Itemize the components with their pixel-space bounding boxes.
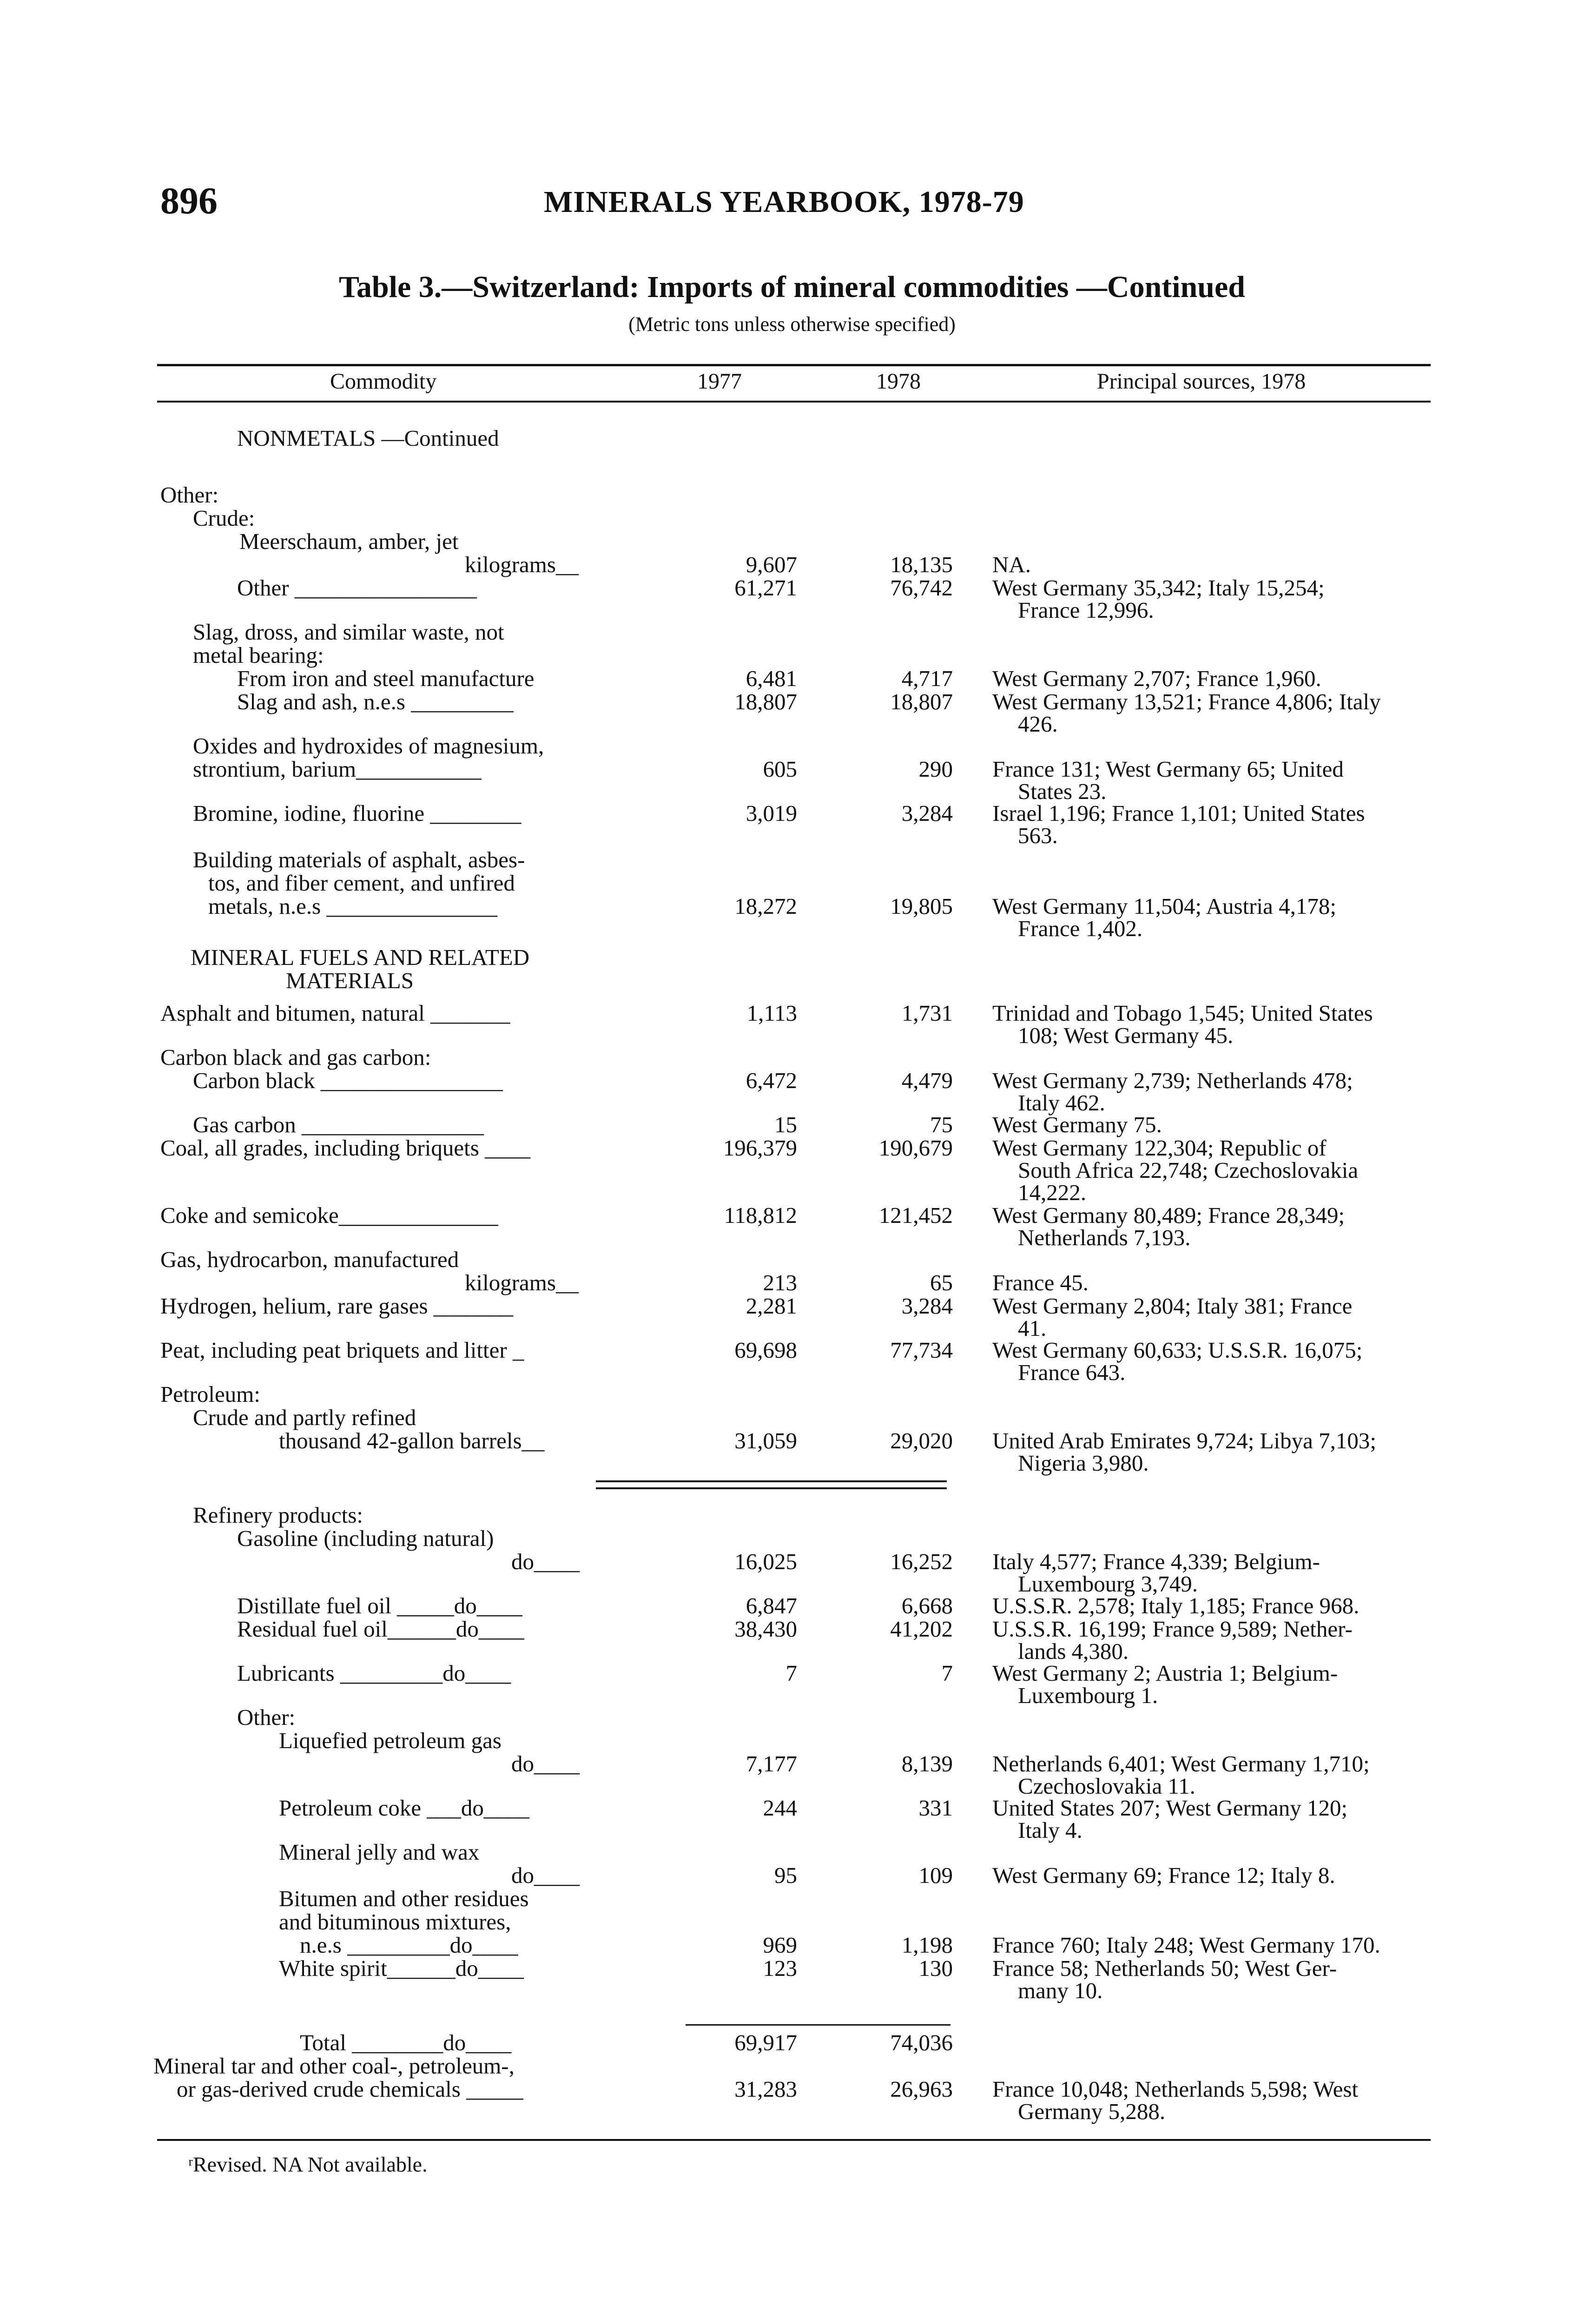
value-1978: 1,198 [901,1932,953,1958]
value-1978: 3,284 [901,800,953,826]
principal-sources: France 643. [1018,1360,1126,1385]
column-header-commodity: Commodity [330,369,437,394]
commodity-label: Peat, including peat briquets and litter _ [160,1337,524,1363]
commodity-label: Asphalt and bitumen, natural _______ [160,1000,510,1026]
principal-sources: West Germany 11,504; Austria 4,178; [992,893,1337,919]
commodity-label: kilograms__ [465,552,579,577]
principal-sources: Netherlands 6,401; West Germany 1,710; [992,1751,1370,1776]
commodity-label: Slag and ash, n.e.s _________ [237,689,514,714]
value-1978: 290 [918,756,953,782]
principal-sources: U.S.S.R. 2,578; Italy 1,185; France 968. [992,1593,1360,1618]
value-1977: 213 [763,1270,797,1295]
page-number: 896 [160,179,218,222]
value-1978: 1,731 [901,1000,953,1026]
value-1977: 31,283 [734,2076,797,2102]
column-header-1977: 1977 [697,369,742,394]
principal-sources: West Germany 75. [992,1112,1162,1137]
commodity-label: do____ [511,1549,580,1574]
value-1977: 605 [763,756,797,782]
value-1978: 77,734 [890,1337,953,1363]
value-1978: 41,202 [890,1616,953,1642]
footnote: ʳRevised. NA Not available. [188,2152,428,2176]
principal-sources: Italy 4. [1018,1817,1082,1843]
principal-sources: Czechoslovakia 11. [1018,1773,1195,1799]
principal-sources: West Germany 122,304; Republic of [992,1135,1327,1161]
value-1977: 2,281 [746,1293,797,1319]
principal-sources: West Germany 60,633; U.S.S.R. 16,075; [992,1337,1363,1363]
principal-sources: United Arab Emirates 9,724; Libya 7,103; [992,1428,1377,1453]
commodity-label: or gas-derived crude chemicals _____ [177,2076,523,2102]
principal-sources: Netherlands 7,193. [1018,1225,1191,1250]
commodity-label: Crude: [193,505,255,531]
value-1978: 18,135 [890,552,953,577]
principal-sources: 108; West Germany 45. [1018,1023,1234,1048]
principal-sources: Nigeria 3,980. [1018,1450,1149,1476]
principal-sources: West Germany 2,739; Netherlands 478; [992,1068,1353,1093]
value-1977: 9,607 [746,552,797,577]
value-1977: 7 [785,1660,797,1686]
commodity-label: Liquefied petroleum gas [279,1728,502,1753]
value-1978: 6,668 [901,1593,953,1618]
principal-sources: France 45. [992,1270,1089,1295]
value-1978: 331 [918,1795,953,1821]
principal-sources: West Germany 69; France 12; Italy 8. [992,1862,1335,1888]
principal-sources: Israel 1,196; France 1,101; United States [992,800,1365,826]
value-1978: 3,284 [901,1293,953,1319]
value-1977: 38,430 [734,1616,797,1642]
value-1978: 26,963 [890,2076,953,2102]
table-end-rule [157,2139,1431,2141]
value-1978: 190,679 [878,1135,953,1161]
commodity-label: Coke and semicoke______________ [160,1202,498,1228]
commodity-label: Hydrogen, helium, rare gases _______ [160,1293,514,1319]
value-1977: 69,917 [734,2030,797,2055]
value-1977: 123 [763,1955,797,1981]
value-1978: 29,020 [890,1428,953,1453]
value-1978: 16,252 [890,1549,953,1574]
column-header-sources: Principal sources, 1978 [1097,369,1306,394]
commodity-label: Total ________do____ [300,2030,512,2055]
principal-sources: West Germany 13,521; France 4,806; Italy [992,689,1381,714]
commodity-label: Carbon black and gas carbon: [160,1044,431,1070]
commodity-label: Building materials of asphalt, asbes- [193,847,525,872]
value-1977: 118,812 [724,1202,797,1228]
commodity-label: kilograms__ [465,1270,579,1295]
value-1977: 6,481 [746,666,797,691]
value-1977: 7,177 [746,1751,797,1776]
commodity-label: thousand 42-gallon barrels__ [279,1428,545,1453]
principal-sources: West Germany 80,489; France 28,349; [992,1202,1345,1228]
principal-sources: West Germany 2,707; France 1,960. [992,666,1321,691]
value-1978: 65 [930,1270,953,1295]
commodity-label: Crude and partly refined [193,1405,416,1430]
value-1978: 130 [918,1955,953,1981]
principal-sources: West Germany 2,804; Italy 381; France [992,1293,1353,1319]
value-1977: 61,271 [734,575,797,601]
commodity-label: do____ [511,1862,580,1888]
commodity-label: Coal, all grades, including briquets ____ [160,1135,531,1161]
principal-sources: NA. [992,552,1031,577]
value-1977: 969 [763,1932,797,1958]
value-1977: 16,025 [734,1549,797,1574]
principal-sources: France 1,402. [1018,916,1143,941]
table-subtitle: (Metric tons unless otherwise specified) [628,313,956,336]
value-1977: 1,113 [746,1000,797,1026]
commodity-label: Distillate fuel oil _____do____ [237,1593,522,1618]
commodity-label: White spirit______do____ [279,1955,524,1981]
value-1978: 18,807 [890,689,953,714]
principal-sources: 14,222. [1018,1180,1086,1205]
commodity-label: Lubricants _________do____ [237,1660,511,1686]
principal-sources: Germany 5,288. [1018,2099,1166,2124]
value-1977: 69,698 [734,1337,797,1363]
principal-sources: West Germany 35,342; Italy 15,254; [992,575,1325,601]
principal-sources: France 131; West Germany 65; United [992,756,1344,782]
commodity-label: MINERAL FUELS AND RELATED [191,944,530,970]
value-1978: 74,036 [890,2030,953,2055]
principal-sources: lands 4,380. [1018,1638,1129,1664]
value-1977: 15 [774,1112,797,1137]
commodity-label: Petroleum coke ___do____ [279,1795,529,1821]
principal-sources: West Germany 2; Austria 1; Belgium- [992,1660,1338,1686]
value-1977: 95 [774,1862,797,1888]
value-1977: 18,807 [734,689,797,714]
principal-sources: United States 207; West Germany 120; [992,1795,1348,1821]
value-1977: 18,272 [734,893,797,919]
value-1978: 4,717 [901,666,953,691]
value-1978: 4,479 [901,1068,953,1093]
value-1978: 109 [918,1862,953,1888]
total-rule [686,2024,950,2026]
principal-sources: France 760; Italy 248; West Germany 170. [992,1932,1380,1958]
principal-sources: Luxembourg 3,749. [1018,1571,1198,1597]
header-rule-bottom [157,401,1431,403]
principal-sources: many 10. [1018,1978,1103,2003]
principal-sources: France 10,048; Netherlands 5,598; West [992,2076,1359,2102]
header-rule-top [157,364,1431,366]
value-1977: 6,847 [746,1593,797,1618]
commodity-label: NONMETALS —Continued [237,425,499,451]
commodity-label: Other ________________ [237,575,477,601]
value-1977: 196,379 [723,1135,797,1161]
commodity-label: tos, and fiber cement, and unfired [208,870,515,896]
principal-sources: States 23. [1018,779,1107,804]
commodity-label: Oxides and hydroxides of magnesium, [193,733,544,759]
value-1977: 6,472 [746,1068,797,1093]
value-1978: 7 [941,1660,953,1686]
column-header-1978: 1978 [876,369,921,394]
value-1978: 121,452 [878,1202,953,1228]
principal-sources: France 12,996. [1018,597,1154,623]
principal-sources: France 58; Netherlands 50; West Ger- [992,1955,1337,1981]
commodity-label: Other: [237,1704,296,1730]
commodity-label: Carbon black ________________ [193,1068,503,1093]
principal-sources: 41. [1018,1315,1047,1341]
commodity-label: Gasoline (including natural) [237,1525,494,1551]
commodity-label: Gas carbon ________________ [193,1112,484,1137]
principal-sources: South Africa 22,748; Czechoslovakia [1018,1157,1359,1183]
commodity-label: Bitumen and other residues [279,1886,529,1911]
commodity-label: Gas, hydrocarbon, manufactured [160,1247,459,1272]
commodity-label: From iron and steel manufacture [237,666,535,691]
commodity-label: Slag, dross, and similar waste, not [193,619,504,645]
value-1977: 31,059 [734,1428,797,1453]
commodity-label: Other: [160,482,219,508]
commodity-label: Petroleum: [160,1381,261,1407]
break-rule-2 [596,1487,947,1489]
principal-sources: Trinidad and Tobago 1,545; United States [992,1000,1373,1026]
principal-sources: 563. [1018,823,1058,848]
running-head: MINERALS YEARBOOK, 1978-79 [544,185,1024,219]
value-1977: 3,019 [746,800,797,826]
value-1978: 19,805 [890,893,953,919]
commodity-label: Bromine, iodine, fluorine ________ [193,800,521,826]
principal-sources: Italy 4,577; France 4,339; Belgium- [992,1549,1320,1574]
commodity-label: and bituminous mixtures, [279,1909,511,1934]
commodity-label: strontium, barium___________ [193,756,482,782]
value-1977: 244 [763,1795,797,1821]
commodity-label: metal bearing: [193,642,324,668]
commodity-label: metals, n.e.s _______________ [208,893,497,919]
commodity-label: n.e.s _________do____ [300,1932,518,1958]
break-rule-1 [596,1480,947,1482]
principal-sources: U.S.S.R. 16,199; France 9,589; Nether- [992,1616,1353,1642]
value-1978: 76,742 [890,575,953,601]
commodity-label: MATERIALS [286,968,414,993]
commodity-label: Residual fuel oil______do____ [237,1616,524,1642]
principal-sources: Luxembourg 1. [1018,1683,1158,1708]
value-1978: 75 [930,1112,953,1137]
principal-sources: 426. [1018,711,1058,737]
commodity-label: Mineral jelly and wax [279,1839,480,1865]
value-1978: 8,139 [901,1751,953,1776]
commodity-label: Mineral tar and other coal-, petroleum-, [153,2053,515,2079]
table-title: Table 3.—Switzerland: Imports of mineral commodities —Continued [338,270,1246,304]
principal-sources: Italy 462. [1018,1090,1105,1116]
commodity-label: do____ [511,1751,580,1776]
commodity-label: Meerschaum, amber, jet [239,528,459,554]
commodity-label: Refinery products: [193,1502,363,1528]
